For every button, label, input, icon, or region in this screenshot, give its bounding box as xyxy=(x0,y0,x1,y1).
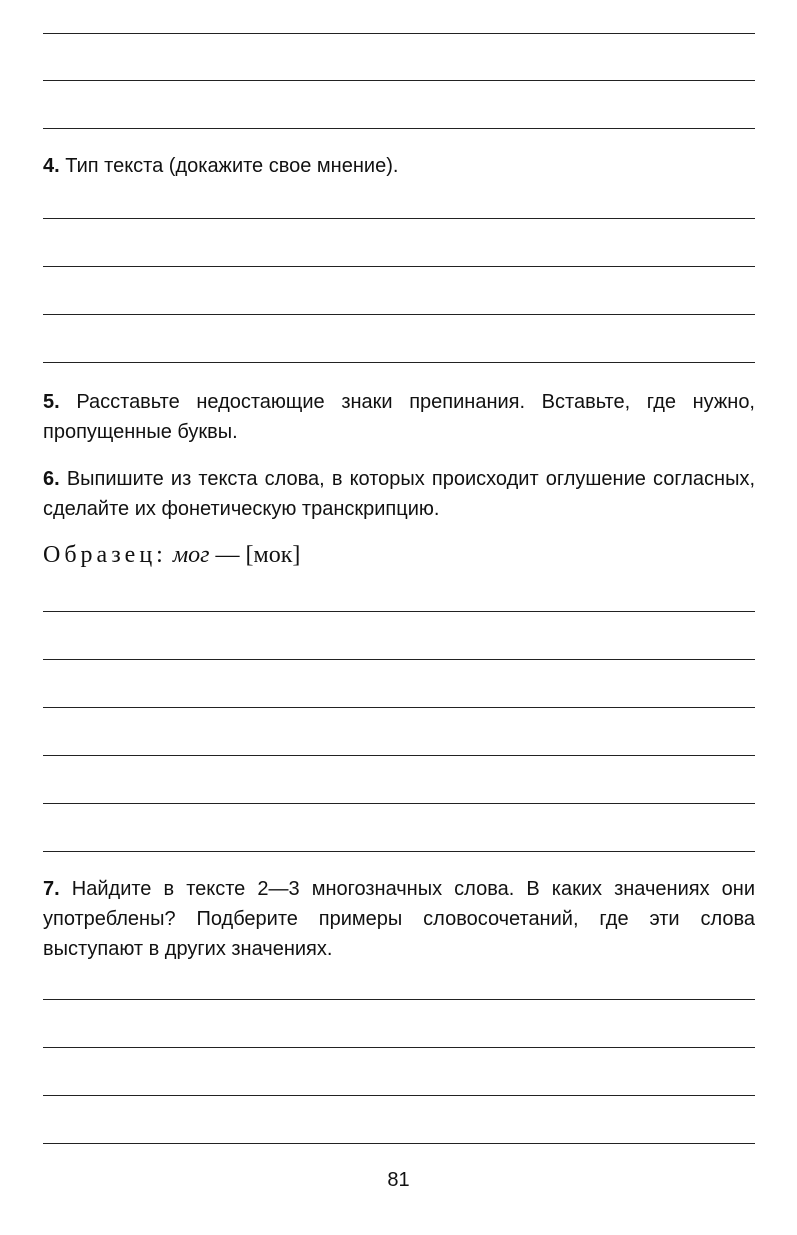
answer-line xyxy=(43,266,755,267)
answer-line xyxy=(43,611,755,612)
task-6 xyxy=(43,464,755,524)
answer-line xyxy=(43,707,755,708)
answer-line xyxy=(43,659,755,660)
sample-label: Образец: xyxy=(43,542,167,568)
task-7 xyxy=(43,874,755,964)
task-number: 7. xyxy=(43,878,60,900)
sample-word: мог xyxy=(172,542,210,568)
task-number: 4. xyxy=(43,155,60,177)
sample-dash: — xyxy=(215,542,240,568)
task-5 xyxy=(43,387,755,447)
answer-line xyxy=(43,999,755,1000)
answer-line xyxy=(43,33,755,34)
task-text: Тип текста (докажите свое мнение). xyxy=(65,155,399,177)
sample-example xyxy=(43,538,300,572)
answer-line xyxy=(43,1143,755,1144)
answer-line xyxy=(43,755,755,756)
task-text: Расставьте недостающие знаки препинания. Вставьте, где нужно, пропущенные буквы. xyxy=(43,391,755,443)
answer-line xyxy=(43,1095,755,1096)
task-number: 5. xyxy=(43,391,60,413)
task-text: Выпишите из текста слова, в которых происходит оглушение согласных, сделайте их фонетическую транскрипцию. xyxy=(43,468,755,520)
answer-line xyxy=(43,803,755,804)
answer-line xyxy=(43,218,755,219)
page-number: 81 xyxy=(387,1169,410,1191)
answer-line xyxy=(43,362,755,363)
task-4 xyxy=(43,151,755,181)
answer-line xyxy=(43,80,755,81)
answer-line xyxy=(43,314,755,315)
answer-line xyxy=(43,851,755,852)
task-text: Найдите в тексте 2—3 многозначных слова. В каких значениях они употреблены? Подберите примеры словосочетаний, где эти слова выступают в других значениях. xyxy=(43,878,755,960)
sample-transcription: [мок] xyxy=(245,542,301,568)
answer-line xyxy=(43,128,755,129)
task-number: 6. xyxy=(43,468,60,490)
answer-line xyxy=(43,1047,755,1048)
